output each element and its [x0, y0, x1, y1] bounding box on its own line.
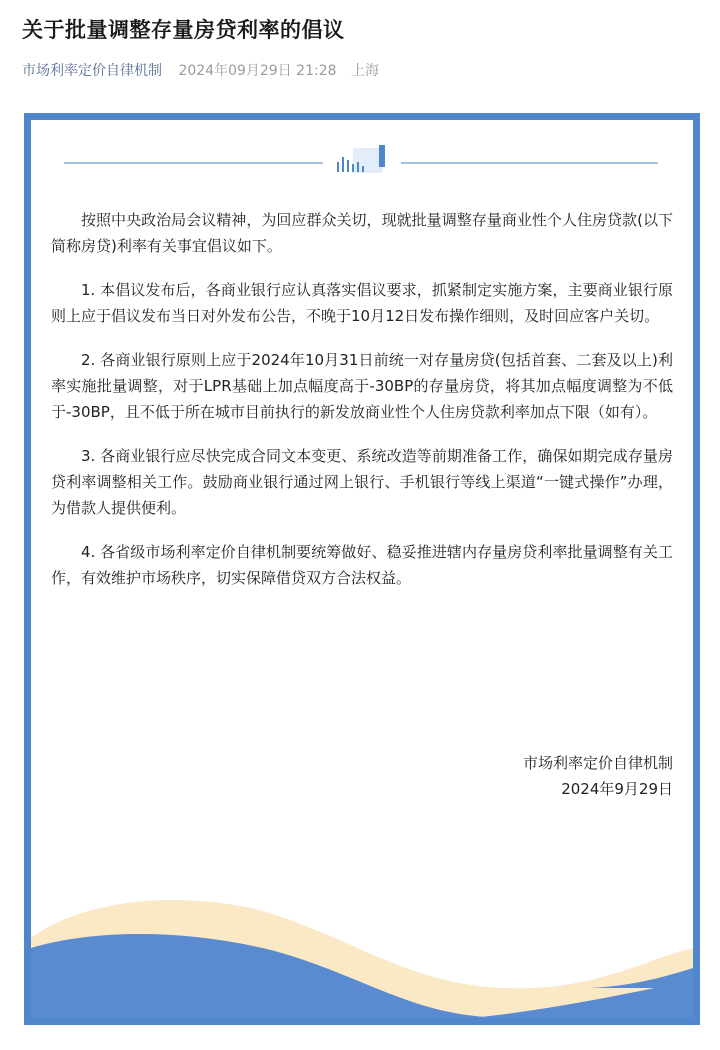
content-card: [31, 120, 693, 1018]
publish-time: 2024年09月29日 21:28: [178, 63, 337, 79]
item-paragraph-2: 2. 各商业银行原则上应于2024年10月31日前统一对存量房贷(包括首套、二套及以上)利率实施批量调整，对于LPR基础上加点幅度高于-30BP的存量房贷，将其加点幅度调整为不低于-30BP，且不低于所在城市目前执行的新发放商业性个人住房贷款利率加点下限（如有）。: [51, 351, 673, 421]
signature-block: [523, 750, 673, 802]
signature-date: 2024年9月29日: [561, 780, 673, 798]
article-meta: [22, 60, 379, 80]
chart-bars-icon: [337, 145, 385, 173]
article-body: [51, 207, 673, 609]
header-ornament: [31, 120, 693, 200]
decorative-wave: [31, 878, 693, 1018]
intro-paragraph: 按照中央政治局会议精神，为回应群众关切，现就批量调整存量商业性个人住房贷款(以下简称房贷)利率有关事宜倡议如下。: [51, 211, 673, 255]
publish-location: 上海: [350, 63, 379, 79]
article-title: 关于批量调整存量房贷利率的倡议: [22, 18, 345, 42]
signature-org: 市场利率定价自律机制: [522, 754, 673, 772]
publisher-link[interactable]: 市场利率定价自律机制: [22, 63, 162, 79]
item-paragraph-1: 1. 本倡议发布后，各商业银行应认真落实倡议要求，抓紧制定实施方案，主要商业银行原则上应于倡议发布当日对外发布公告，不晚于10月12日发布操作细则，及时回应客户关切。: [51, 281, 673, 325]
item-paragraph-3: 3. 各商业银行应尽快完成合同文本变更、系统改造等前期准备工作，确保如期完成存量房贷利率调整相关工作。鼓励商业银行通过网上银行、手机银行等线上渠道“一键式操作”办理，为借款人提供便利。: [51, 447, 673, 517]
item-paragraph-4: 4. 各省级市场利率定价自律机制要统筹做好、稳妥推进辖内存量房贷利率批量调整有关工作，有效维护市场秩序，切实保障借贷双方合法权益。: [51, 543, 673, 587]
content-frame: [24, 113, 700, 1025]
